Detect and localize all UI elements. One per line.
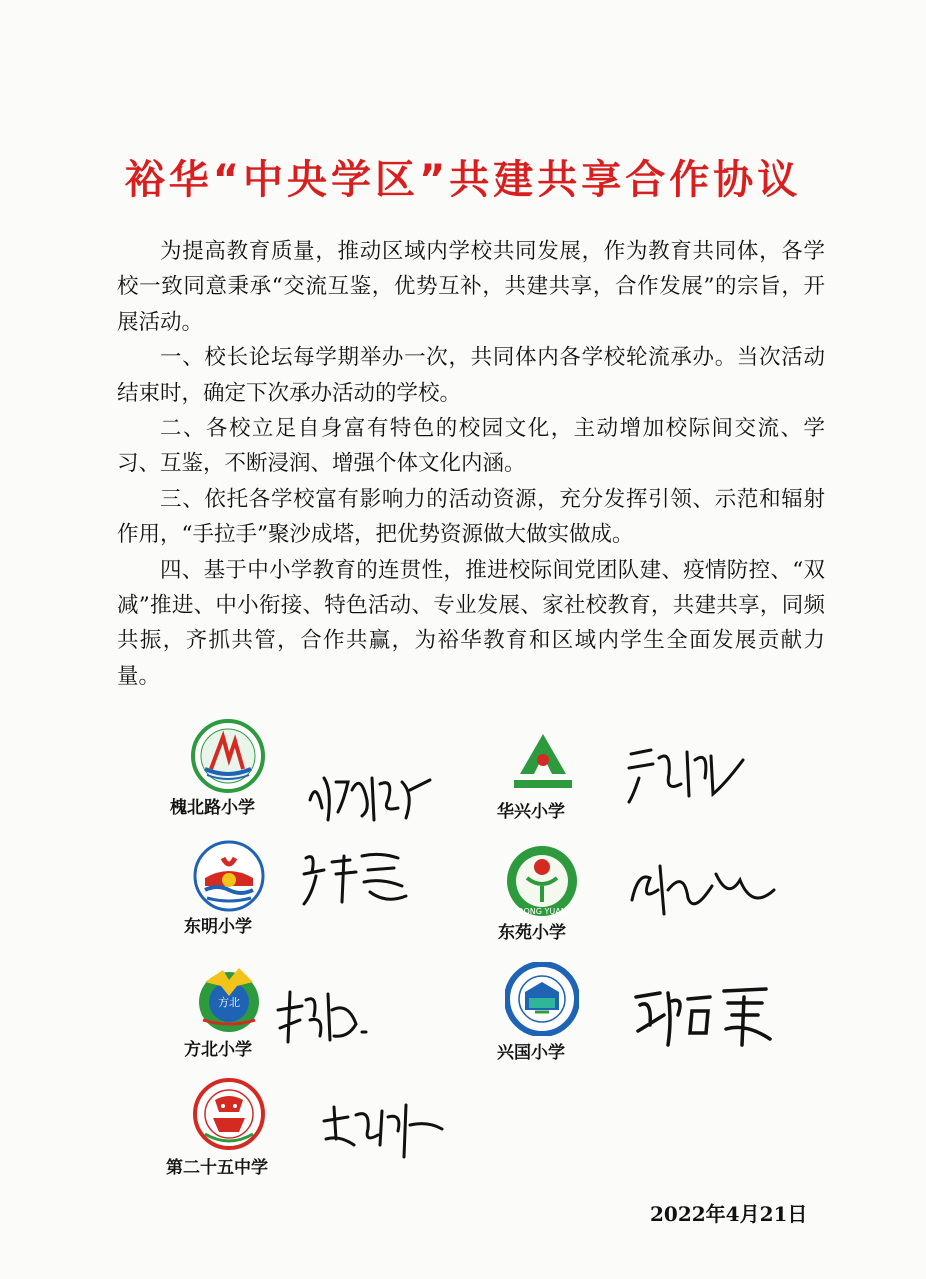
signature-fangbei	[272, 980, 382, 1054]
school-name-fangbei: 方北小学	[184, 1040, 252, 1060]
signature-huaibeilu	[302, 760, 437, 834]
dongming-logo	[193, 840, 265, 916]
fangbei-logo-text: 方北	[218, 996, 240, 1009]
school-name-no25: 第二十五中学	[166, 1158, 268, 1178]
signature-dongyuan	[628, 850, 778, 934]
signature-no25	[318, 1095, 448, 1169]
document-title: 裕华“中央学区”共建共享合作协议	[124, 157, 802, 203]
xingguo-logo	[505, 962, 579, 1040]
school-name-dongyuan: 东苑小学	[498, 923, 566, 943]
signature-xingguo	[628, 975, 778, 1059]
school-name-huaxing: 华兴小学	[497, 802, 565, 822]
clause-3: 三、依托各学校富有影响力的活动资源，充分发挥引领、示范和辐射作用，“手拉手”聚沙成塔，把优势资源做大做实做成。	[117, 486, 825, 548]
agreement-body	[117, 234, 825, 694]
school-name-xingguo: 兴国小学	[497, 1043, 565, 1063]
fangbei-logo	[193, 962, 265, 1038]
huaibeilu-logo	[191, 719, 265, 797]
clause-1: 一、校长论坛每学期举办一次，共同体内各学校轮流承办。当次活动结束时，确定下次承办活动的学校。	[117, 345, 825, 406]
signature-dongming	[298, 842, 413, 916]
clause-2: 二、各校立足自身富有特色的校园文化，主动增加校际间交流、学习、互鉴，不断浸润、增强个体文化内涵。	[117, 416, 825, 477]
school-name-huaibeilu: 槐北路小学	[170, 798, 255, 818]
dongyuan-logo-text: DONG YUAN	[517, 907, 567, 916]
intro-paragraph: 为提高教育质量，推动区域内学校共同发展，作为教育共同体，各学校一致同意秉承“交流互鉴，优势互补，共建共享，合作发展”的宗旨，开展活动。	[117, 239, 825, 335]
dongyuan-logo	[505, 844, 579, 922]
no25-middle-school-logo	[193, 1078, 265, 1154]
signature-huaxing	[625, 738, 750, 812]
school-name-dongming: 东明小学	[184, 917, 252, 937]
clause-4: 四、基于中小学教育的连贯性，推进校际间党团队建、疫情防控、“双减”推进、中小衔接、特色活动、专业发展、家社校教育，共建共享，同频共振，齐抓共管，合作共赢，为裕华教育和区域内学生全面发展贡献力量。	[117, 557, 825, 689]
huaxing-logo	[508, 730, 578, 800]
agreement-date: 2022年4月21日	[650, 1202, 808, 1226]
